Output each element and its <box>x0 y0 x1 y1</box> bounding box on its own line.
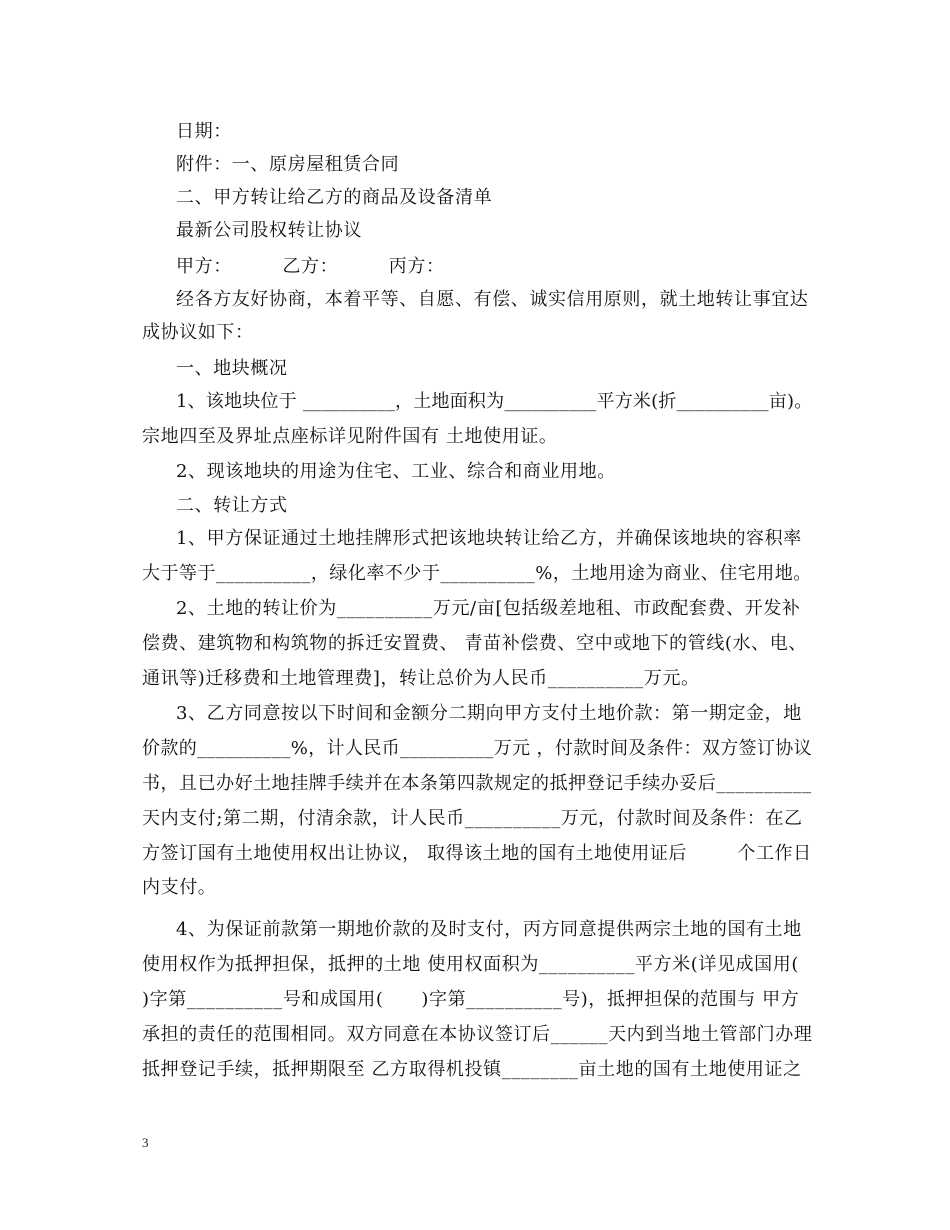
clause-2-4-line-4: 承担的责任的范围相同。双方同意在本协议签订后______天内到当地土管部门办理 <box>142 1024 813 1045</box>
clause-2-3-line-1: 3、乙方同意按以下时间和金额分二期向甲方支付土地价款：第一期定金，地 <box>176 703 802 724</box>
clause-2-1-line-2: 大于等于__________，绿化率不少于__________%，土地用途为商业、住宅用地。 <box>142 563 812 584</box>
agreement-title: 最新公司股权转让协议 <box>176 220 362 241</box>
page-number: 3 <box>142 1135 149 1150</box>
section-heading-2: 二、转让方式 <box>176 495 288 516</box>
clause-2-4-line-1: 4、为保证前款第一期地价款的及时支付，丙方同意提供两宗土地的国有土地 <box>176 919 802 940</box>
clause-2-3-line-4: 天内支付;第二期，付清余款，计人民币__________万元，付款时间及条件：在乙 <box>142 808 803 829</box>
attachment-item-2: 二、甲方转让给乙方的商品及设备清单 <box>176 187 493 208</box>
attachment-line: 附件：一、原房屋租赁合同 <box>176 154 400 175</box>
clause-2-3-line-3: 书，且已办好土地挂牌手续并在本条第四款规定的抵押登记手续办妥后__________ <box>142 773 812 794</box>
clause-2-4-line-2: 使用权作为抵押担保，抵押的土地 使用权面积为__________平方米(详见成国用( <box>142 954 799 975</box>
date-line: 日期： <box>176 121 232 142</box>
clause-2-3-line-6: 内支付。 <box>142 877 217 898</box>
clause-2-1-line-1: 1、甲方保证通过土地挂牌形式把该地块转让给乙方，并确保该地块的容积率 <box>176 528 802 549</box>
clause-2-4-line-5: 抵押登记手续，抵押期限至 乙方取得机投镇________亩土地的国有土地使用证之 <box>142 1059 802 1080</box>
section-heading-1: 一、地块概况 <box>176 358 288 379</box>
preamble-line-1: 经各方友好协商，本着平等、自愿、有偿、诚实信用原则，就土地转让事宜达 <box>176 289 809 310</box>
clause-1-1-line-1: 1、该地块位于 __________，土地面积为__________平方米(折__________亩)。 <box>176 391 813 412</box>
clause-2-2-line-1: 2、土地的转让价为__________万元/亩[包括级差地租、市政配套费、开发补 <box>176 598 801 619</box>
clause-2-2-line-3: 通讯等)迁移费和土地管理费]，转让总价为人民币__________万元。 <box>142 668 700 689</box>
clause-1-1-line-2: 宗地四至及界址点座标详见附件国有 土地使用证。 <box>142 426 558 447</box>
clause-1-2: 2、现该地块的用途为住宅、工业、综合和商业用地。 <box>176 461 616 482</box>
clause-2-3-line-2: 价款的__________%，计人民币__________万元 ，付款时间及条件：双方签订协议 <box>142 738 813 759</box>
parties-line: 甲方： 乙方： 丙方： <box>176 256 445 277</box>
clause-2-4-line-3: )字第__________号和成国用( )字第__________号)，抵押担保的范围与 甲方 <box>142 989 800 1010</box>
clause-2-2-line-2: 偿费、建筑物和构筑物的拆迁安置费、 青苗补偿费、空中或地下的管线(水、电、 <box>142 633 807 654</box>
preamble-line-2: 成协议如下： <box>142 322 254 343</box>
clause-2-3-line-5: 方签订国有土地使用权出让协议， 取得该土地的国有土地使用证后 个工作日 <box>142 843 812 864</box>
